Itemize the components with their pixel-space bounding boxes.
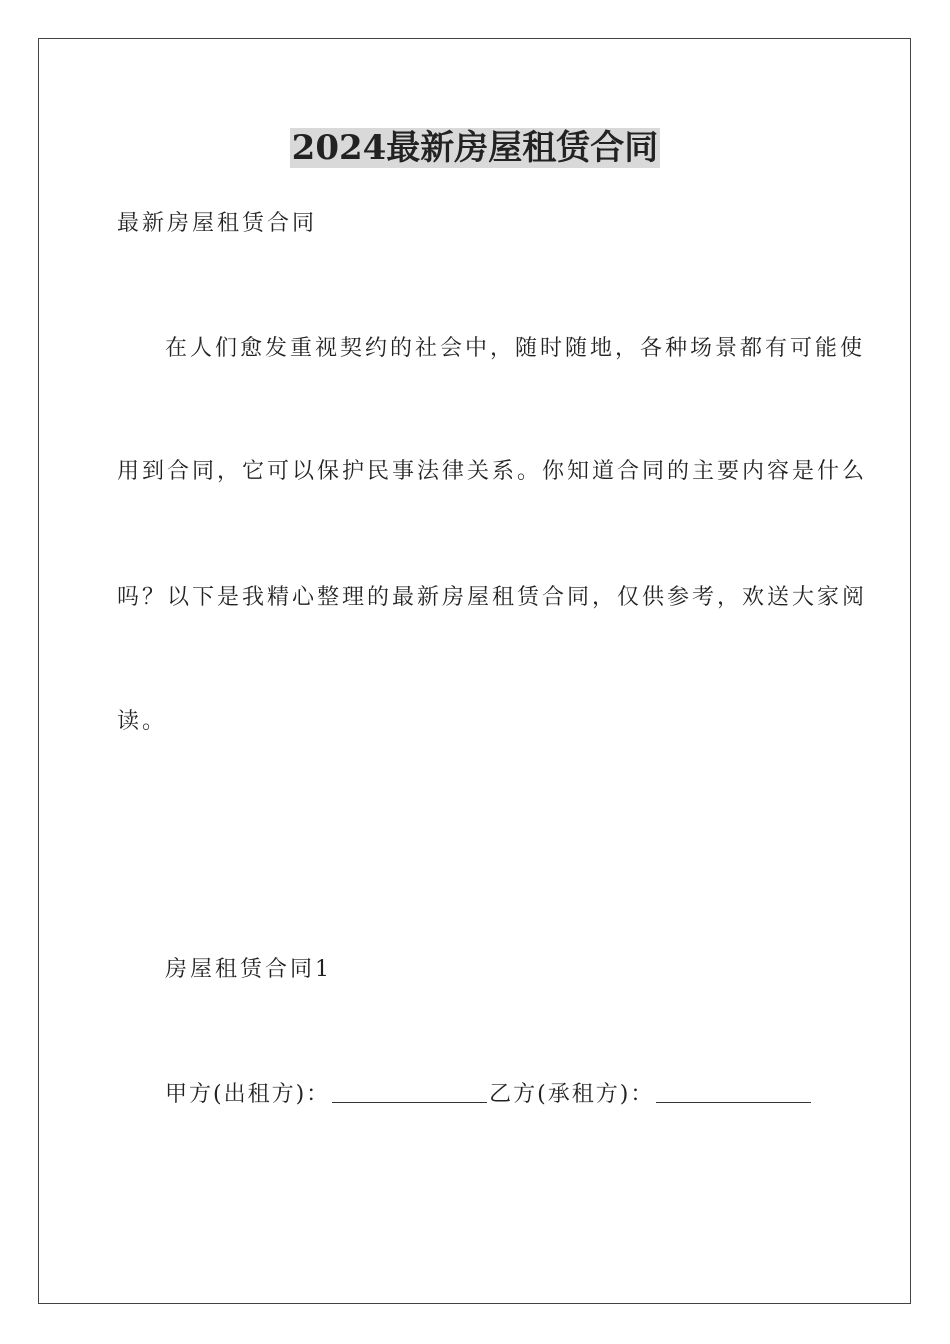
intro-line-1: 在人们愈发重视契约的社会中，随时随地，各种场景都有可能使 (165, 336, 866, 361)
parties-line (165, 1080, 813, 1110)
party-a-blank-field (332, 1080, 487, 1103)
document-title (0, 126, 950, 170)
party-a-label: 甲方(出租方)： (165, 1082, 331, 1107)
section-heading: 房屋租赁合同1 (165, 957, 332, 982)
intro-line-4: 读。 (117, 709, 168, 734)
intro-line-2: 用到合同，它可以保护民事法律关系。你知道合同的主要内容是什么 (117, 459, 868, 484)
party-b-label: 乙方(承租方)： (489, 1082, 655, 1107)
party-b-blank-field (656, 1080, 811, 1103)
intro-line-3: 吗？以下是我精心整理的最新房屋租赁合同，仅供参考，欢送大家阅 (117, 585, 868, 610)
document-subtitle: 最新房屋租赁合同 (117, 211, 318, 236)
document-title-text: 2024最新房屋租赁合同 (291, 128, 659, 168)
